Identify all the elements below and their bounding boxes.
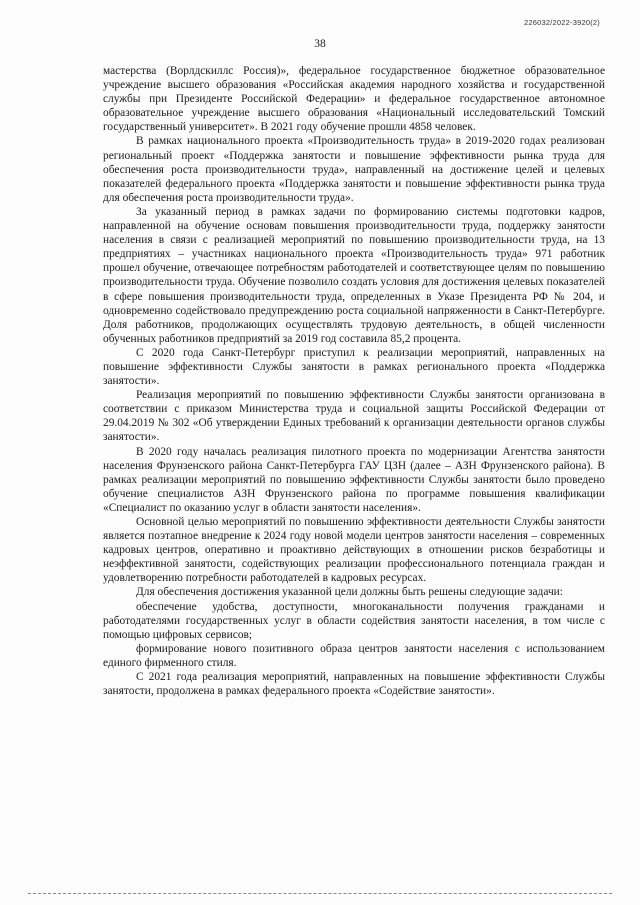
paragraph-8: Для обеспечения достижения указанной цели должны быть решены следующие задачи: — [136, 586, 563, 599]
document-registration-number: 226032/2022-3920(2) — [524, 18, 600, 27]
list-item-1: обеспечение удобства, доступности, многоканальности получения гражданами и работодателями государственных услуг в области содействия занятости населения, в том числе с помощью цифровых сервисов; — [103, 600, 605, 641]
page-number: 38 — [314, 38, 326, 50]
paragraph-2: В рамках национального проекта «Производительность труда» в 2019-2020 годах реализован региональный проект «Поддержка занятости и повышение эффективности рынка труда для обеспечения роста производительности труда», направленный на достижение целей и целевых показателей федерального проекта «Поддержка занятости и повышение эффективности рынка труда для обеспечения роста производительности труда». — [103, 135, 605, 204]
page-bottom-edge — [28, 893, 612, 894]
document-body — [103, 64, 605, 698]
paragraph-4: С 2020 года Санкт-Петербург приступил к реализации мероприятий, направленных на повышение эффективности Службы занятости в рамках регионального проекта «Поддержка занятости». — [103, 346, 605, 388]
paragraph-7: Основной целью мероприятий по повышению эффективности деятельности Службы занятости является поэтапное внедрение к 2024 году новой модели центров занятости населения – современных кадровых центров, оперативно и проактивно действующих в отношении рисков безработицы и неэффективной занятости, содействующих реализации профессионального потенциала граждан и удовлетворению потребности работодателей в кадровых ресурсах. — [103, 516, 605, 585]
paragraph-9: С 2021 года реализация мероприятий, направленных на повышение эффективности Службы занятости, продолжена в рамках федерального проекта «Содействие занятости». — [103, 671, 605, 698]
paragraph-5: Реализация мероприятий по повышению эффективности Службы занятости организована в соответствии с приказом Министерства труда и социальной защиты Российской Федерации от 29.04.2019 № 302 «Об утверждении Единых требований к организации деятельности органов службы занятости». — [103, 389, 605, 444]
paragraph-6: В 2020 году началась реализация пилотного проекта по модернизации Агентства занятости населения Фрунзенского района Санкт-Петербурга ГАУ ЦЗН (далее – АЗН Фрунзенского района). В рамках реализации мероприятий по повышению эффективности Службы занятости было проведено обучение специалистов АЗН Фрунзенского района по программе повышения квалификации «Специалист по оказанию услуг в области занятости населения». — [103, 445, 605, 514]
paragraph-1: мастерства (Ворлдскиллс Россия)», федеральное государственное бюджетное образовательное учреждение высшего образования «Российская академия народного хозяйства и государственной службы при Президенте Российской Федерации» и федеральное государственное автономное образовательное учреждение высшего образования «Национальный исследовательский Томский государственный университет». В 2021 году обучение прошли 4858 человек. — [103, 65, 605, 134]
paragraph-3: За указанный период в рамках задачи по формированию системы подготовки кадров, направленной на обучение основам повышения производительности труда, поддержку занятости населения в связи с реализацией мероприятий по повышению производительности труда, на 13 предприятиях – участниках национального проекта «Производительность труда» 971 работник прошел обучение, отвечающее потребностям работодателей и соответствующее целям по повышению производительности труда. Обучение позволило создать условия для достижения целевых показателей в сфере повышения производительности труда, определенных в Указе Президента РФ № 204, и одновременно содействовало предупреждению роста социальной напряженности в Санкт-Петербурге. Доля работников, продолжающих осуществлять трудовую деятельность, в общей численности обученных работников предприятий за 2019 год составила 85,2 процента. — [103, 205, 605, 345]
list-item-2: формирование нового позитивного образа центров занятости населения с использованием единого фирменного стиля. — [103, 642, 605, 669]
